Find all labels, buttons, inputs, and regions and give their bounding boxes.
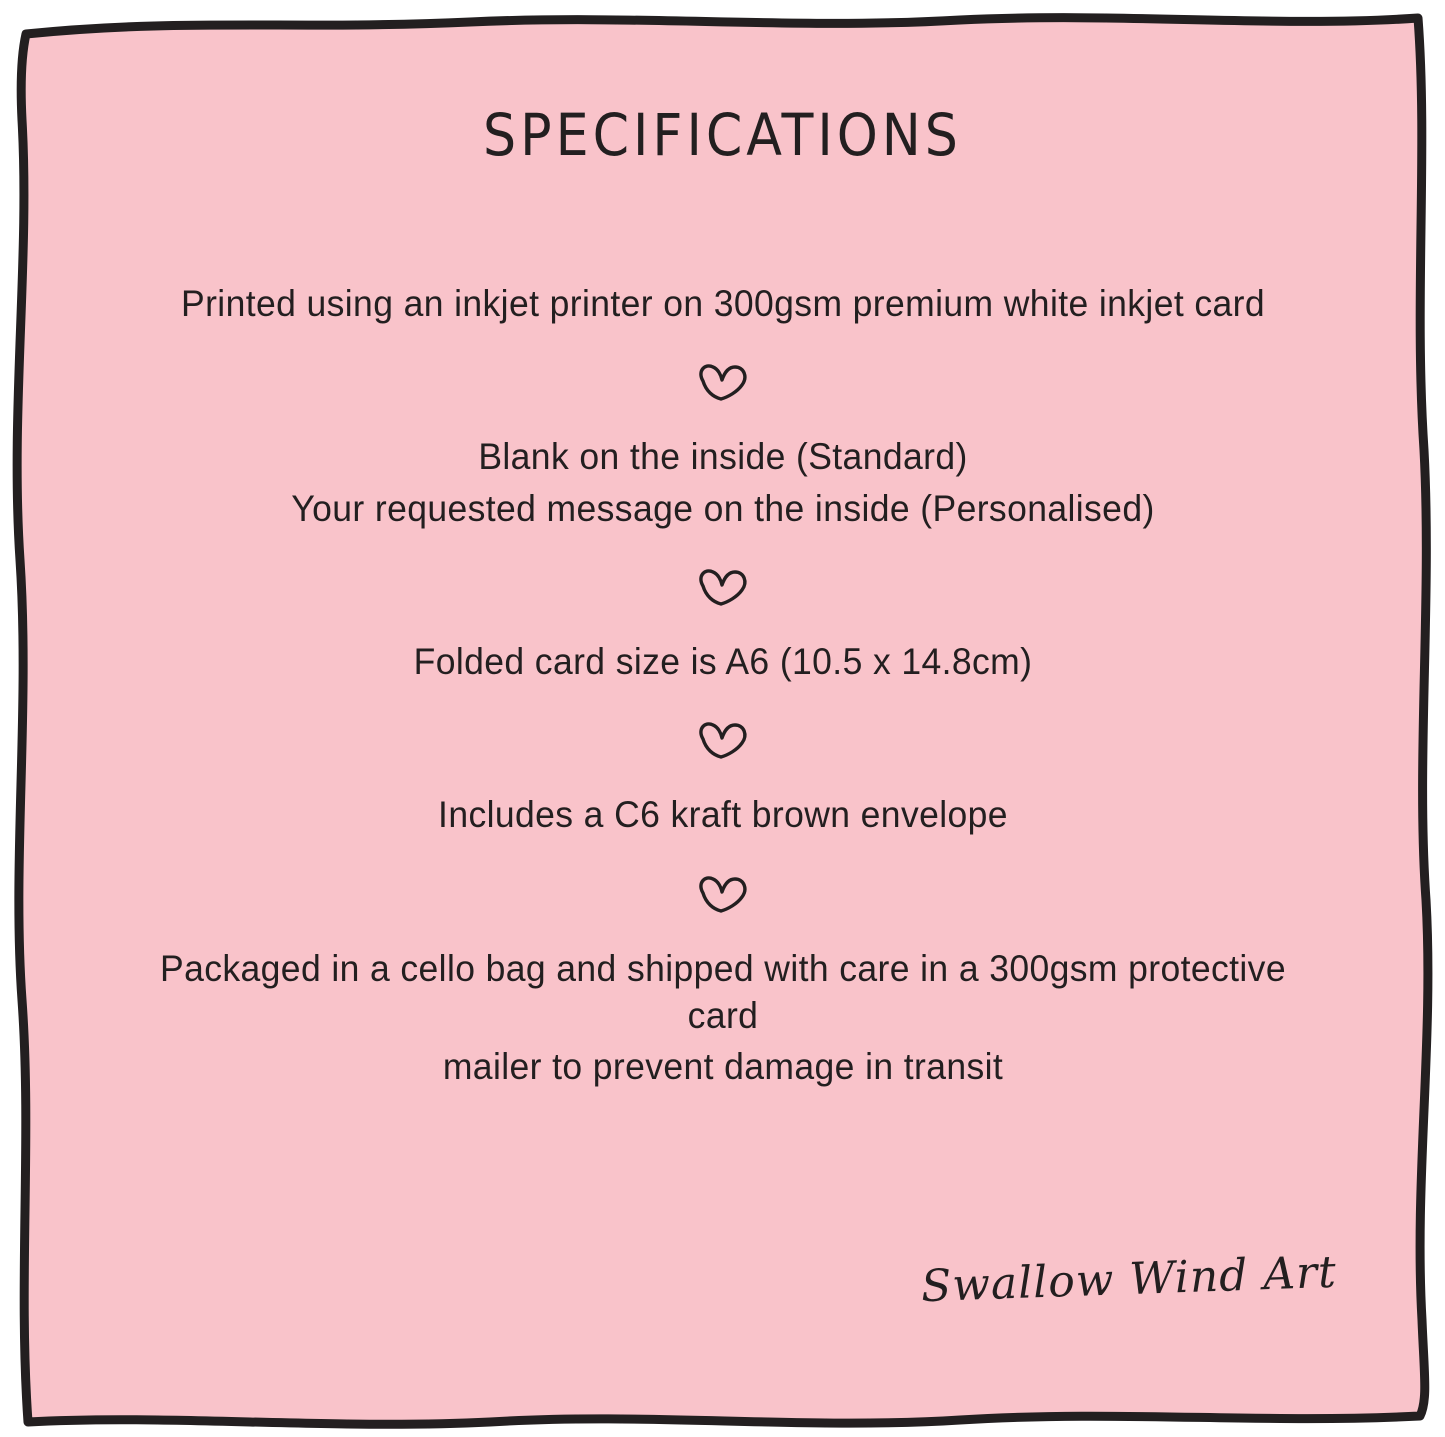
spec-line: Packaged in a cello bag and shipped with care in a 300gsm protective card [159, 947, 1286, 1036]
heart-icon [695, 361, 751, 403]
spec-line: Includes a C6 kraft brown envelope [437, 794, 1008, 836]
heart-icon [695, 873, 751, 915]
divider [90, 719, 1355, 761]
spec-list [90, 280, 1355, 1091]
divider [90, 873, 1355, 915]
divider [90, 566, 1355, 608]
page-title: SPECIFICATIONS [483, 101, 962, 169]
spec-line: Printed using an inkjet printer on 300gsm premium white inkjet card [180, 282, 1265, 324]
spec-line: Blank on the inside (Standard) [477, 436, 968, 478]
heart-icon [695, 719, 751, 761]
spec-line: Your requested message on the inside (Personalised) [290, 487, 1155, 529]
spec-line: mailer to prevent damage in transit [442, 1046, 1003, 1088]
heart-icon [695, 566, 751, 608]
brand-signature: Swallow Wind Art [920, 1246, 1338, 1313]
divider [90, 361, 1355, 403]
spec-line: Folded card size is A6 (10.5 x 14.8cm) [413, 640, 1032, 682]
